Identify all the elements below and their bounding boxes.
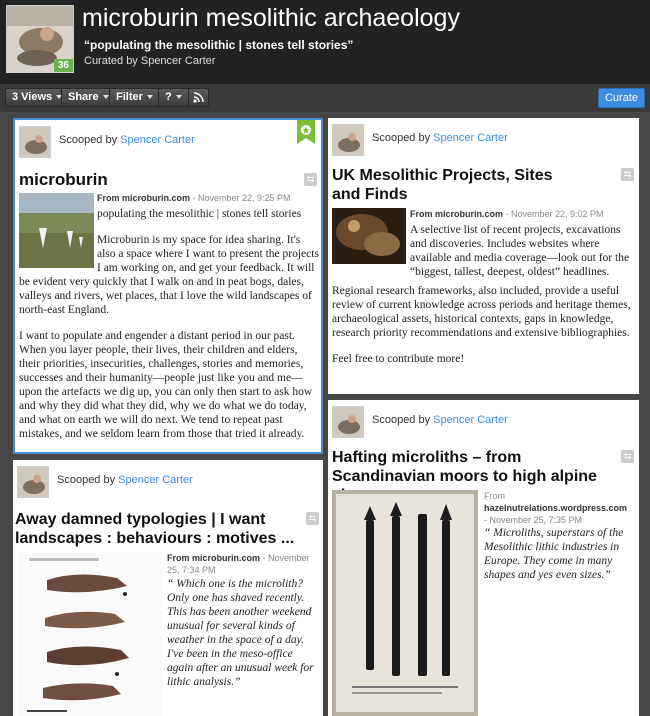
scoop-date: - November 25, 7:34 PM [167,553,310,575]
scoop-card[interactable] [328,400,639,716]
scoop-thumbnail[interactable] [332,208,406,264]
scoop-card[interactable] [328,118,639,394]
rescoop-icon[interactable]: ⇆ [621,450,634,463]
chevron-down-icon [176,95,182,99]
toolbar [0,84,650,112]
scoop-header [13,460,323,504]
scoop-lead: A selective list of recent projects, excavations and discoveries. Includes websites where available and media coverage—look out for the “biggest, tallest, deepest, oldest” headlines. [410,224,630,278]
page-header [0,0,650,84]
scooped-prefix: Scooped by [57,474,116,486]
scoop-quote: “ Which one is the microlith? Only one has shaved recently. This has been another weekend unusual for several kinds of weather in the space of a day. I've been in the meso-office again after an unusual week for lithic analysis.” [167,578,314,688]
help-dropdown[interactable] [158,88,189,107]
scoop-card[interactable] [13,460,323,716]
thumb-spacer [19,233,97,269]
scoop-body [332,284,635,378]
source-link[interactable]: From microburin.com [410,209,504,219]
source-line [410,209,604,219]
curator-link[interactable]: Spencer Carter [118,474,193,486]
scoop-header [15,120,321,164]
scooped-prefix: Scooped by [372,132,431,144]
share-dropdown[interactable] [61,88,116,107]
filter-label: Filter [116,91,143,103]
curator-link[interactable]: Spencer Carter [433,414,508,426]
avatar[interactable] [332,124,364,156]
scoop-header [328,118,639,162]
page-subtitle: “populating the mesolithic | stones tell stories” [84,38,354,52]
scoop-paragraph: Microburin is my space for idea sharing. It's also a space where I want to present the projects I am working on, and get your feedback. It will be evident very quickly that I walk on and in peat bogs, dales, valleys and rivers, wet places, that I love the wild landscapes of north-east England. [19,234,319,316]
source-link[interactable]: From microburin.com [97,193,191,203]
rss-icon [193,92,204,103]
scoop-thumbnail[interactable] [332,490,478,716]
scoop-title[interactable]: Away damned typologies | I want landscapes : behaviours : motives ... [15,511,295,547]
scooped-prefix: Scooped by [59,134,118,146]
scooped-by-text [372,132,508,144]
curator-link[interactable]: Spencer Carter [433,132,508,144]
avatar[interactable] [19,126,51,158]
page-title: microburin mesolithic archaeology [82,4,460,32]
help-label: ? [165,91,172,103]
scoop-lead: populating the mesolithic | stones tell stories [97,208,302,220]
rescoop-icon[interactable]: ⇆ [304,173,317,186]
scoop-quote: “ Microliths, superstars of the Mesolithic lithic industries in Europe. They come in many shapes and yes even sizes.” [484,527,624,581]
scoop-date: - November 22, 9:02 PM [503,209,604,219]
source-link[interactable]: From microburin.com [167,553,261,563]
scooped-by-text [57,474,193,486]
topic-logo[interactable] [6,5,74,73]
scoop-card[interactable] [13,118,323,454]
avatar[interactable] [332,406,364,438]
source-line [97,193,291,203]
rss-button[interactable] [188,88,209,107]
source-line [167,552,317,576]
avatar[interactable] [17,466,49,498]
chevron-down-icon [147,95,153,99]
scoop-paragraph: Feel free to contribute more! [332,353,465,365]
filter-dropdown[interactable] [109,88,160,107]
source-line [484,490,634,526]
scoop-paragraph: I want to populate and engender a distant period in our past. When you layer people, their lives, their children and elders, their priorities, insecurities, challenges, stories and memories, successes and their humanity—people just like you and me—upon the artefacts we dig up, you can only then start to ask how and why they did what they did, why we do what we do today, and what on earth we will do next. We tend to repeat past mistakes, and we seldom learn from those that tried it already. [19,330,313,440]
scoop-title[interactable]: Hafting microliths – from Scandinavian moors to high alpine [332,449,597,485]
scoop-paragraph: Regional research frameworks, also included, provide a useful review of current knowledge across periods and heritage themes, archaeological assets, historical contexts, gaps in knowledge, research priority recommendations and extensive bibliographies. [332,285,631,339]
rescoop-icon[interactable]: ⇆ [621,168,634,181]
scoop-date: - November 22, 9:25 PM [190,193,291,203]
scoop-date: - November 25, 7:35 PM [484,515,583,525]
chevron-down-icon [103,95,109,99]
share-label: Share [68,91,99,103]
curator-link[interactable]: Spencer Carter [120,134,195,146]
topic-count-badge: 36 [54,59,73,72]
rescoop-icon[interactable]: ⇆ [306,512,319,525]
scoop-title[interactable]: UK Mesolithic Projects, Sites and Finds [332,167,553,203]
views-label: 3 Views [12,91,53,103]
featured-star-icon [297,120,315,144]
scoop-header [328,400,639,444]
views-dropdown[interactable] [5,88,69,107]
scoop-thumbnail[interactable] [17,552,162,716]
scooped-prefix: Scooped by [372,414,431,426]
curate-button[interactable]: Curate [598,88,645,108]
source-link[interactable]: hazelnutrelations.wordpress.com [484,503,628,513]
scooped-by-text [372,414,508,426]
source-prefix: From [484,491,505,501]
scooped-by-text [59,134,195,146]
scoop-title[interactable]: microburin [19,170,108,189]
curated-by[interactable]: Curated by Spencer Carter [84,55,216,67]
scoop-body [19,233,319,453]
